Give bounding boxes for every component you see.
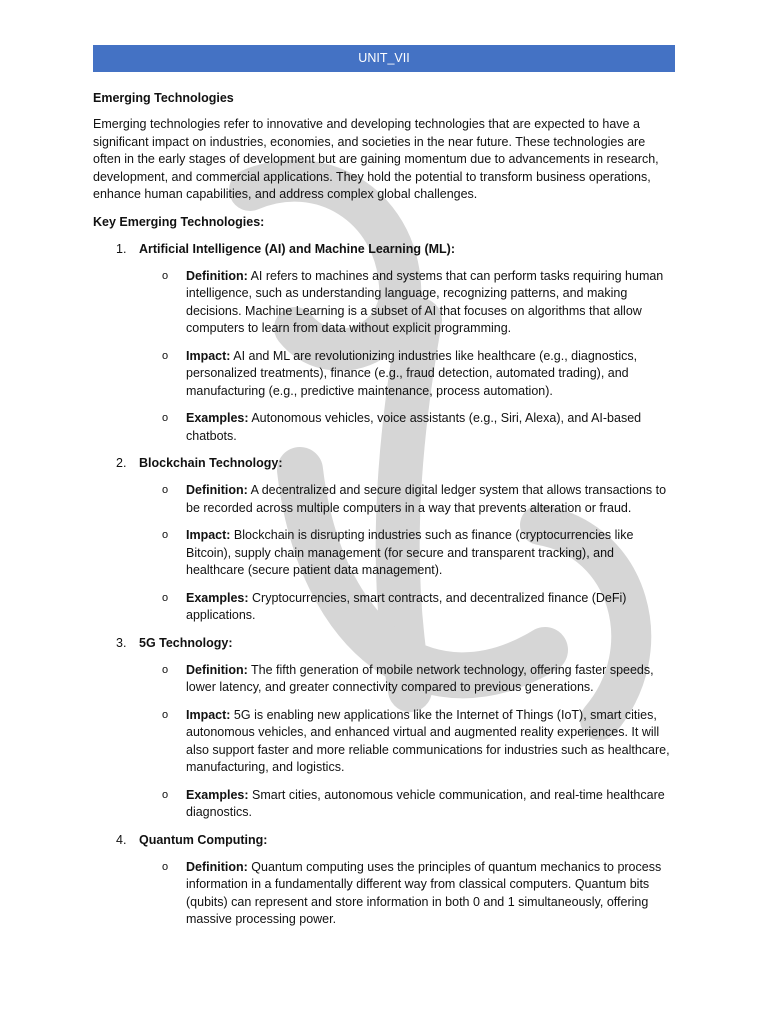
item-label: Definition: bbox=[186, 859, 248, 874]
item-label: Examples: bbox=[186, 787, 249, 802]
item-text: Autonomous vehicles, voice assistants (e.g., Siri, Alexa), and AI-based chatbots. bbox=[186, 411, 642, 443]
unit-banner: UNIT_VII bbox=[93, 45, 675, 72]
item-text: Blockchain is disrupting industries such as finance (cryptocurrencies like Bitcoin), supply chain management (for secure and transparent tracking), and healthcare (secure patient data management). bbox=[186, 528, 634, 577]
list-number: 3. bbox=[116, 635, 127, 650]
bullet-icon: o bbox=[162, 708, 169, 721]
detail-list bbox=[93, 662, 675, 822]
technology-title bbox=[93, 831, 675, 849]
technology-title bbox=[93, 240, 675, 258]
impact-item bbox=[93, 707, 675, 777]
technology-item bbox=[93, 634, 675, 822]
item-text: AI refers to machines and systems that can perform tasks requiring human intelligence, such as understanding language, recognizing patterns, and making decisions. Machine Learning is a subset of AI that focuses on algorithms that allow computers to learn from data without explicit programming. bbox=[186, 268, 664, 335]
technology-title-text: 5G Technology: bbox=[139, 635, 233, 650]
technology-item bbox=[93, 240, 675, 446]
item-label: Definition: bbox=[186, 662, 248, 677]
key-technologies-heading: Key Emerging Technologies: bbox=[93, 214, 265, 229]
bullet-icon: o bbox=[162, 269, 169, 282]
bullet-icon: o bbox=[162, 860, 169, 873]
technology-title bbox=[93, 454, 675, 472]
impact-item bbox=[93, 348, 675, 401]
technology-item bbox=[93, 454, 675, 625]
document-page bbox=[93, 45, 675, 929]
item-text: The fifth generation of mobile network technology, offering faster speeds, lower latency, and greater connectivity compared to previous generations. bbox=[186, 662, 654, 694]
technology-title-text: Artificial Intelligence (AI) and Machine Learning (ML): bbox=[139, 241, 455, 256]
list-number: 4. bbox=[116, 832, 127, 847]
item-label: Definition: bbox=[186, 268, 248, 283]
item-text: Cryptocurrencies, smart contracts, and decentralized finance (DeFi) applications. bbox=[186, 590, 627, 622]
intro-paragraph: Emerging technologies refer to innovative and developing technologies that are expected to have a significant impact on industries, economies, and societies in the near future. These technologies are often in the early stages of development but are gaining momentum due to advancements in research, development, and commercial applications. They hold the potential to transform business operations, enhance human capabilities, and address complex global challenges. bbox=[93, 117, 659, 201]
definition-item bbox=[93, 662, 675, 697]
bullet-icon: o bbox=[162, 663, 169, 676]
bullet-icon: o bbox=[162, 349, 169, 362]
item-text: AI and ML are revolutionizing industries like healthcare (e.g., diagnostics, personalized treatments), finance (e.g., fraud detection, automated trading), and manufacturing (e.g., predictive maintenance, process automation). bbox=[186, 348, 638, 398]
detail-list bbox=[93, 859, 675, 929]
item-label: Definition: bbox=[186, 483, 248, 497]
technology-list bbox=[93, 240, 675, 929]
item-label: Impact: bbox=[186, 528, 231, 542]
list-number: 1. bbox=[116, 241, 127, 256]
definition-item bbox=[93, 859, 675, 929]
detail-list bbox=[93, 482, 675, 625]
examples-item bbox=[93, 590, 675, 625]
bullet-icon: o bbox=[162, 484, 169, 496]
item-text: 5G is enabling new applications like the Internet of Things (IoT), smart cities, autonomous vehicles, and enhanced virtual and augmented reality experiences. It will also support faster and more reliable communications for industries such as healthcare, manufacturing, and logistics. bbox=[186, 707, 670, 774]
examples-item bbox=[93, 410, 675, 445]
technology-item bbox=[93, 831, 675, 929]
bullet-icon: o bbox=[162, 591, 169, 604]
section-heading: Emerging Technologies bbox=[93, 91, 234, 105]
list-number: 2. bbox=[116, 456, 127, 470]
definition-item bbox=[93, 268, 675, 338]
bullet-icon: o bbox=[162, 788, 169, 801]
item-text: Quantum computing uses the principles of quantum mechanics to process information in a fundamentally different way from classical computers. Quantum bits (qubits) can represent and store information in both 0 and 1 simultaneously, offering massive processing power. bbox=[186, 859, 662, 926]
examples-item bbox=[93, 787, 675, 822]
technology-title-text: Quantum Computing: bbox=[139, 832, 268, 847]
technology-title-text: Blockchain Technology: bbox=[139, 456, 283, 470]
bullet-icon: o bbox=[162, 412, 169, 424]
item-text: Smart cities, autonomous vehicle communication, and real-time healthcare diagnostics. bbox=[186, 787, 665, 819]
item-text: A decentralized and secure digital ledger system that allows transactions to be recorded across multiple computers in a way that prevents alteration or fraud. bbox=[186, 483, 667, 515]
technology-title bbox=[93, 634, 675, 652]
detail-list bbox=[93, 268, 675, 446]
item-label: Examples: bbox=[186, 411, 249, 425]
item-label: Impact: bbox=[186, 348, 231, 363]
impact-item bbox=[93, 527, 675, 580]
bullet-icon: o bbox=[162, 529, 169, 541]
definition-item bbox=[93, 482, 675, 517]
item-label: Examples: bbox=[186, 590, 249, 605]
item-label: Impact: bbox=[186, 707, 231, 722]
